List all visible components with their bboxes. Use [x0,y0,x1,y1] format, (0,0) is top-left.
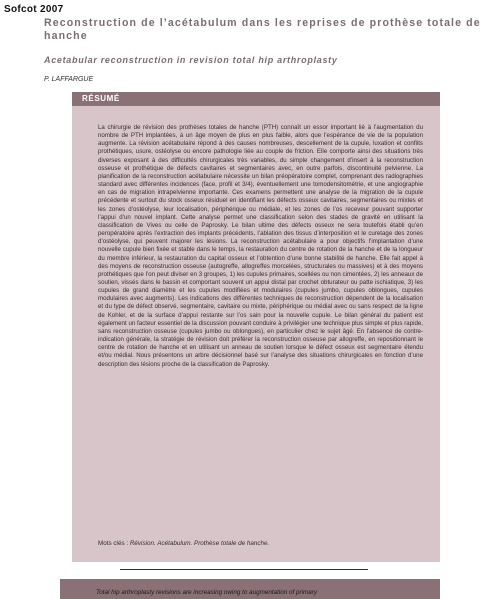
keywords-label: Mots clés : [98,540,129,547]
keywords [98,540,423,547]
author: P. LAFFARGUE [44,76,94,83]
abstract-box [72,92,440,562]
article-subtitle: Acetabular reconstruction in revision total hip arthroplasty [44,55,338,65]
keywords-list: Révision. Acétabulum. Prothèse totale de hanche. [129,540,270,547]
journal-tag: Sofcot 2007 [4,4,64,15]
abstract-heading: RÉSUMÉ [72,92,440,106]
divider [120,569,368,570]
english-abstract-text: Total hip arthroplasty revisions are increasing owing to augmentation of primary [96,589,317,596]
article-title: Reconstruction de l’acétabulum dans les reprises de prothèse totale de hanche [44,17,481,42]
abstract-body: La chirurgie de révision des prothèses totales de hanche (PTH) connaît un essor important lié à l’augmentation du nombre de PTH implantées, à un âge moyen de plus en plus faible, alors que l’espérance de vie de la population augmente. La révision acétabulaire répond à des causes nombreuses, descellement de la cupule, luxation et conflits prothétiques, usure, ostéolyse ou encore pathologie liée au couple de friction. Elle comporte ainsi des situations très diverses exposant à des difficultés chirurgicales très variables, du simple changement d’insert à la reconstruction osseuse et prothétique de défects cavitaires et segmentaires avec, en outre parfois, discontinuité pelvienne. La planification de la reconstruction acétabulaire nécessite un bilan préopératoire complet, comprenant des radiographies standard avec différentes incidences (face, profil et 3/4), éventuellement une tomodensitométrie, et une angiographie en cas de migration intrapelvienne importante. Ces examens permettent une analyse de la migration de la cupule précédente et surtout du stock osseux résiduel en identifiant les défects osseux cavitaires, segmentaires ou mixtes et les zones d’ostéolyse, leur localisation, périphérique ou médiale, et les zones de l’os receveur pouvant supporter l’appui d’un nouvel implant. Cette analyse permet une classification selon des stades de gravité en utilisant la classification de Vives ou celle de Paprosky. Le bilan ultime des défects osseux ne sera toutefois établi qu’en peropératoire après l’extraction des implants précédents, l’ablation des tissus d’interposition et le curetage des zones d’ostéolyse, qui peuvent majorer les lésions. La reconstruction acétabulaire a pour objectifs l’implantation d’une nouvelle cupule bien fixée et stable dans le temps, la restauration du centre de rotation de la hanche et de la longueur du membre inférieur, la restauration du capital osseux et l’obtention d’une bonne stabilité de hanche. Elle fait appel à des moyens de reconstruction osseuse (autogreffe, allogreffes morcelées, structurales ou massives) et à des moyens prothétiques que l’on peut diviser en 3 groupes, 1) les cupules primaires, scellées ou non cimentées, 2) les anneaux de soutien, vissés dans le bassin et comportant souvent un appui distal par crochet obturateur ou patte ischiatique, 3) les cupules de grand diamètre et les cupules modifiées et modulaires (cupules jumbo, cupules oblongues, cupules modulaires avec augments). Les indications des différentes techniques de reconstruction dépendent de la localisation et du type de défect observé, segmentaire, cavitaire ou mixte, périphérique ou médial avec ou sans respect de la ligne de Kohler, et de la surface d’appui restante sur l’os sain pour la nouvelle cupule. Le bilan général du patient est également un facteur essentiel de la discussion pouvant conduire à privilégier une technique plus simple et plus rapide, sans reconstruction osseuse (cupules jumbo ou oblongues), en particulier chez le sujet âgé. En l’absence de contre-indication générale, la stratégie de révision doit préférer la reconstruction osseuse par allogreffe, en repositionnant le centre de rotation de hanche et en utilisant un anneau de soutien lorsque le défect osseux est segmentaire étendu et/ou médial. Nous présentons un arbre décisionnel basé sur l’analyse des situations chirurgicales en fonction d’une description des lésions proche de la classification de Paprosky. [98,124,423,368]
english-abstract-box [60,579,440,599]
